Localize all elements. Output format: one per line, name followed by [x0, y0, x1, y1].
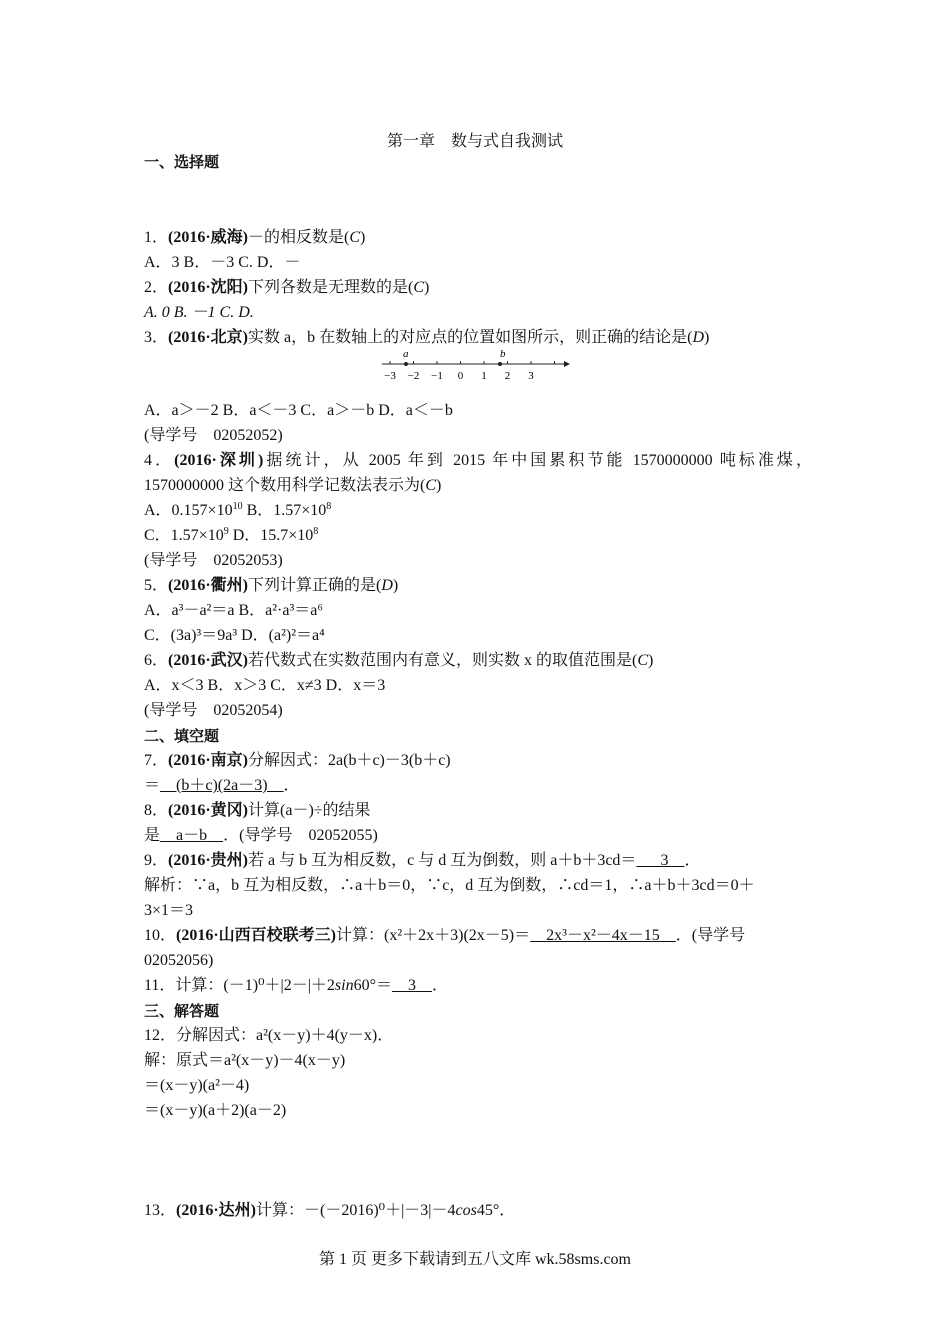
page-footer: 第 1 页 更多下载请到五八文库 wk.58sms.com: [318, 1251, 631, 1268]
question-source: (2016·南京): [168, 752, 249, 769]
question-source: (2016·威海): [168, 229, 249, 246]
question-source: (2016·武汉): [168, 652, 249, 669]
number-line-tick-label: 2: [504, 370, 511, 382]
question-12-solution-2: ＝(x－y)(a²－4): [144, 1077, 250, 1094]
point-b: [498, 362, 502, 366]
question-source: (2016·贵州): [168, 852, 249, 869]
question-9: 9．(2016·贵州)若 a 与 b 互为相反数，c 与 d 互为倒数，则 a＋b＋3cd＝ 3 ．: [144, 852, 701, 869]
question-1: 1．(2016·威海)－的相反数是(C): [144, 229, 366, 246]
question-source: (2016·黄冈): [168, 802, 249, 819]
question-5: 5．(2016·衢州)下列计算正确的是(D): [144, 577, 399, 594]
question-8: 8．(2016·黄冈)计算(a－)÷的结果: [144, 802, 371, 819]
question-5-options-ab: A．a³－a²＝a B．a²·a³＝a⁶: [144, 602, 323, 619]
question-source: (2016·山西百校联考三): [176, 927, 337, 944]
number-line-tick-label: −2: [407, 370, 420, 382]
answer: C: [637, 652, 649, 669]
question-4: 4．(2016·深圳)据统计，从 2005 年到 2015 年中国累积节能 1570000000 吨标准煤，: [144, 452, 812, 469]
question-6-options: A．x＜3 B．x＞3 C．x≠3 D．x＝3: [144, 677, 386, 694]
number-line-tick-label: 0: [457, 370, 464, 382]
section-heading-solve: 三、解答题: [144, 1002, 220, 1020]
answer: 3: [407, 977, 416, 994]
question-7: 7．(2016·南京)分解因式：2a(b＋c)－3(b＋c): [144, 752, 451, 769]
question-4-line2: 1570000000 这个数用科学记数法表示为(C): [144, 477, 442, 494]
section-heading-choice: 一、选择题: [144, 153, 220, 171]
question-5-options-cd: C．(3a)³＝9a³ D．(a²)²＝a⁴: [144, 627, 325, 644]
answer: (b＋c)(2a－3): [176, 777, 268, 794]
question-12-solution-3: ＝(x－y)(a＋2)(a－2): [144, 1102, 287, 1119]
question-3: 3．(2016·北京)实数 a，b 在数轴上的对应点的位置如图所示，则正确的结论是(D): [144, 329, 710, 346]
question-4-options-cd: C．$1.57\times 10^9$ D．$15.7\times 10^8$: [144, 526, 319, 544]
question-10: 10．(2016·山西百校联考三)计算：(x²＋2x＋3)(2x－5)＝ 2x³－x²－4x－15 ．(导学号: [144, 927, 746, 944]
question-3-options: A．a＞－2 B．a＜－3 C．a＞－b D．a＜－b: [144, 402, 453, 419]
question-2-options: A. 0 B. －1 C. D.: [144, 304, 254, 321]
question-6: 6．(2016·武汉)若代数式在实数范围内有意义，则实数 x 的取值范围是(C): [144, 652, 654, 669]
question-source: (2016·沈阳): [168, 279, 249, 296]
question-9-solution-cont: 3×1＝3: [144, 902, 194, 919]
label-a: a: [403, 348, 409, 360]
answer: 3: [660, 852, 669, 869]
arrow-icon: [564, 361, 570, 367]
question-11: 11．计算：(－1)⁰＋|2－|＋2sin60°＝ 3 ．: [144, 977, 448, 994]
question-2: 2．(2016·沈阳)下列各数是无理数的是(C): [144, 279, 430, 296]
number-line-tick-label: −1: [431, 370, 443, 382]
guide-number: (导学号 02052053): [144, 552, 283, 569]
answer: 2x³－x²－4x－15: [546, 927, 660, 944]
question-source: (2016·达州): [176, 1202, 257, 1219]
question-13: 13．(2016·达州)计算：－(－2016)⁰＋|－3|－4cos45°．: [144, 1202, 516, 1219]
number-line-tick-label: −3: [384, 370, 396, 382]
question-1-options: A．3 B．－3 C. D．－: [144, 254, 301, 271]
question-source: (2016·北京): [168, 329, 249, 346]
answer: C: [413, 279, 425, 296]
question-12: 12．分解因式：a²(x－y)＋4(y－x)．: [144, 1027, 394, 1044]
question-9-solution: 解析：∵a，b 互为相反数，∴a＋b＝0，∵c，d 互为倒数，∴cd＝1，∴a＋b＋3cd＝0＋: [144, 877, 755, 894]
question-7-answer-line: ＝ (b＋c)(2a－3) ．: [144, 777, 300, 794]
question-8-answer-line: 是 a－b ．(导学号 02052055): [144, 827, 378, 844]
question-12-solution-1: 解：原式＝a²(x－y)－4(x－y): [144, 1052, 346, 1069]
number-line-tick-label: 1: [481, 370, 487, 382]
question-4-options-ab: A．$0.157\times 10^{10}$ B．$1.57\times 10^8$: [144, 501, 332, 519]
question-source: (2016·衢州): [168, 577, 249, 594]
answer: D: [381, 577, 393, 594]
answer: a－b: [176, 827, 208, 844]
answer: D: [692, 329, 705, 346]
page-title: 第一章 数与式自我测试: [386, 133, 563, 150]
number-line-tick-label: 3: [528, 370, 534, 382]
guide-number: (导学号 02052054): [144, 702, 283, 719]
question-10-cont: 02052056): [144, 952, 214, 969]
answer: C: [349, 229, 361, 246]
section-heading-fill: 二、填空题: [144, 727, 220, 745]
answer: C: [425, 477, 437, 494]
guide-number: (导学号 02052052): [144, 427, 283, 444]
point-a: [404, 362, 408, 366]
number-line-figure: [380, 346, 570, 386]
question-source: (2016·深圳): [174, 452, 264, 469]
label-b: b: [500, 348, 506, 360]
